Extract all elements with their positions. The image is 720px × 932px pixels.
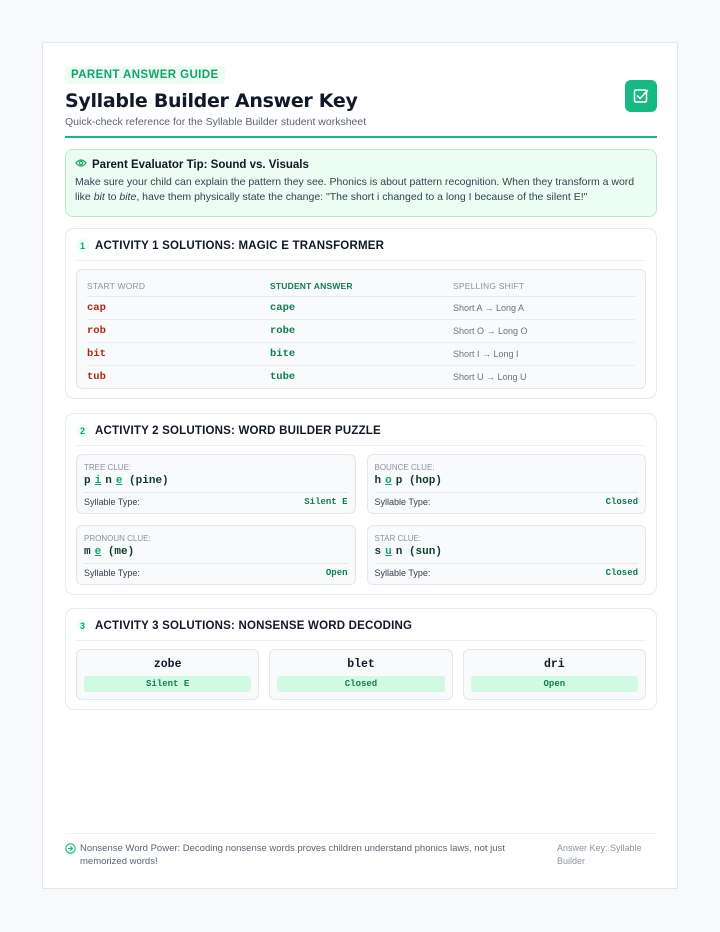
column-header: SPELLING SHIFT: [453, 276, 635, 297]
nonsense-word-card: dri Open: [463, 649, 646, 700]
activity-2-card: [65, 413, 657, 595]
puzzle-grid: [76, 454, 646, 585]
syllable-type: Silent E: [84, 676, 251, 692]
puzzle-answer: s u n (sun): [375, 546, 639, 564]
guide-badge: PARENT ANSWER GUIDE: [65, 66, 225, 84]
arrow-circle-icon: [65, 843, 76, 868]
activity-number: 3: [76, 619, 89, 632]
page-subtitle: Quick-check reference for the Syllable Builder student worksheet: [65, 116, 367, 128]
footer-label: Answer Key: Syllable Builder: [557, 843, 642, 866]
puzzle-card: PRONOUN CLUE: m e (me) Syllable Type: Open: [76, 525, 356, 585]
puzzle-card: TREE CLUE: p i n e (pine) Syllable Type: Silent E: [76, 454, 356, 514]
table-row: cap cape Short A → Long A: [87, 297, 635, 320]
activity-title: ACTIVITY 1 SOLUTIONS: MAGIC E TRANSFORMER: [95, 239, 385, 252]
page-content: [65, 65, 657, 710]
column-header: START WORD: [87, 276, 270, 297]
syllable-type: Closed: [605, 497, 638, 507]
table-row: tub tube Short U → Long U: [87, 371, 527, 383]
footer-note: Nonsense Word Power: Decoding nonsense words proves children understand phonics laws, not just memorized words!: [80, 843, 505, 867]
header-divider: [65, 136, 657, 138]
puzzle-answer: p i n e (pine): [84, 475, 348, 493]
header: [65, 65, 657, 128]
activity-number: 2: [76, 424, 89, 437]
activity-3-card: [65, 608, 657, 710]
syllable-type: Open: [471, 676, 638, 692]
activity-title: ACTIVITY 3 SOLUTIONS: NONSENSE WORD DECODING: [95, 619, 413, 632]
tip-title: Parent Evaluator Tip: Sound vs. Visuals: [92, 158, 309, 171]
activity-number: 1: [76, 239, 89, 252]
tip-body: Make sure your child can explain the pattern they see. Phonics is about pattern recognition. When they transform a word like bit to bite, have them physically state the change: "The short i changed to a long I because of the silent E!": [75, 176, 635, 203]
puzzle-card: BOUNCE CLUE: h o p (hop) Syllable Type: Closed: [367, 454, 647, 514]
nonsense-word-card: zobe Silent E: [76, 649, 259, 700]
syllable-type: Open: [325, 568, 348, 578]
solutions-table: [76, 269, 646, 389]
worksheet-page: [42, 42, 678, 889]
activity-1-card: [65, 228, 657, 399]
footer: [65, 833, 657, 868]
table-row: rob robe Short O → Long O: [87, 320, 635, 343]
nonsense-word-grid: [76, 649, 646, 700]
page-title: Syllable Builder Answer Key: [65, 90, 358, 112]
puzzle-card: STAR CLUE: s u n (sun) Syllable Type: Closed: [367, 525, 647, 585]
parent-tip: [65, 149, 657, 217]
syllable-type: Silent E: [304, 497, 348, 507]
puzzle-answer: m e (me): [84, 546, 348, 564]
activity-title: ACTIVITY 2 SOLUTIONS: WORD BUILDER PUZZLE: [95, 424, 381, 437]
eye-icon: [75, 158, 87, 171]
puzzle-answer: h o p (hop): [375, 475, 639, 493]
syllable-type: Closed: [277, 676, 444, 692]
table-row: bit bite Short I → Long I: [87, 343, 635, 366]
nonsense-word-card: blet Closed: [269, 649, 452, 700]
column-header: STUDENT ANSWER: [270, 276, 453, 297]
syllable-type: Closed: [605, 568, 638, 578]
checkbox-icon: [625, 80, 657, 112]
